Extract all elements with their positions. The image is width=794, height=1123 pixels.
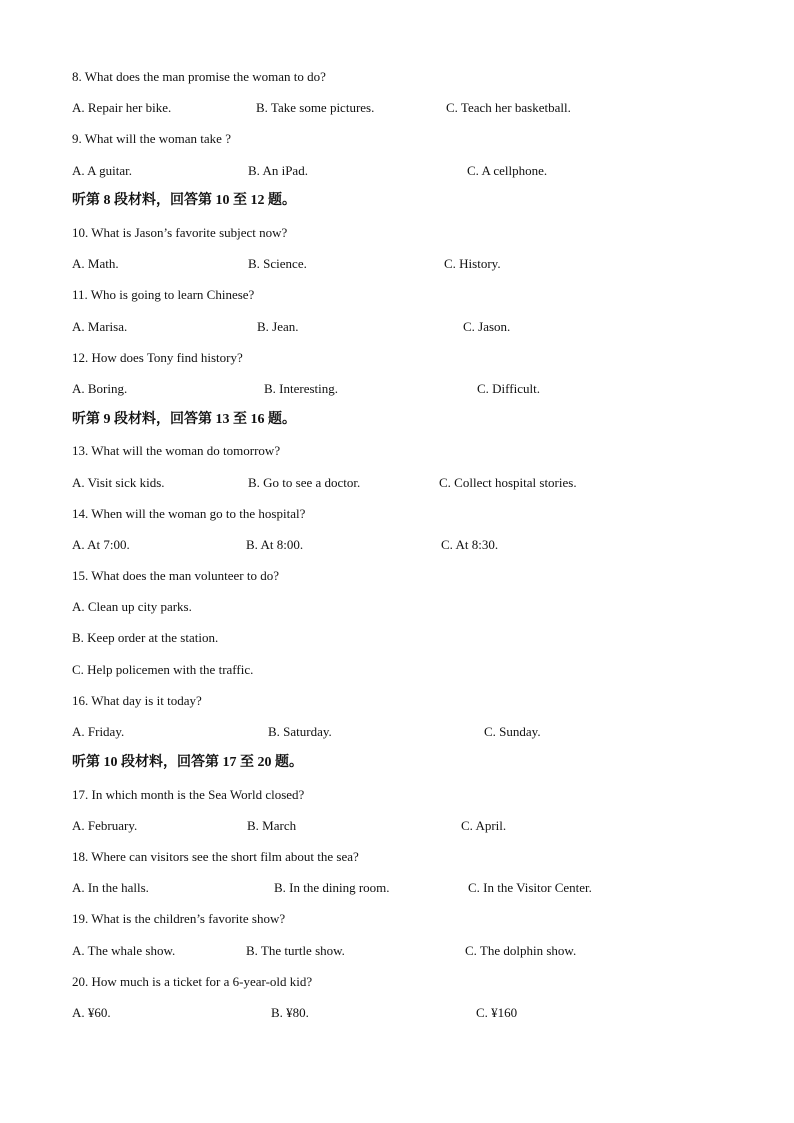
question-17: 17. In which month is the Sea World closed? bbox=[72, 787, 305, 802]
option-a: A. Boring. bbox=[72, 381, 128, 396]
option-a: A. Friday. bbox=[72, 724, 125, 739]
option-a: A. Repair her bike. bbox=[72, 100, 172, 115]
question-15: 15. What does the man volunteer to do? bbox=[72, 568, 279, 583]
option-c: C. History. bbox=[444, 256, 501, 271]
option-a: A. The whale show. bbox=[72, 943, 176, 958]
option-c: C. A cellphone. bbox=[467, 163, 548, 178]
option-b: B. An iPad. bbox=[248, 163, 308, 178]
question-11: 11. Who is going to learn Chinese? bbox=[72, 287, 255, 302]
option-b: B. Keep order at the station. bbox=[72, 630, 219, 645]
question-16: 16. What day is it today? bbox=[72, 693, 202, 708]
option-b: B. At 8:00. bbox=[246, 537, 304, 552]
option-a: A. A guitar. bbox=[72, 163, 132, 178]
question-13: 13. What will the woman do tomorrow? bbox=[72, 443, 281, 458]
option-a: A. February. bbox=[72, 818, 138, 833]
option-c: C. ¥160 bbox=[476, 1005, 518, 1020]
option-c: C. Help policemen with the traffic. bbox=[72, 662, 254, 677]
option-a: A. Marisa. bbox=[72, 319, 128, 334]
option-a: A. Visit sick kids. bbox=[72, 475, 165, 490]
option-c: C. Jason. bbox=[463, 319, 511, 334]
option-c: C. Sunday. bbox=[484, 724, 541, 739]
option-b: B. The turtle show. bbox=[246, 943, 345, 958]
option-c: C. The dolphin show. bbox=[465, 943, 577, 958]
option-c: C. Collect hospital stories. bbox=[439, 475, 577, 490]
question-20: 20. How much is a ticket for a 6-year-old kid? bbox=[72, 974, 313, 989]
question-18: 18. Where can visitors see the short film about the sea? bbox=[72, 849, 359, 864]
option-a: A. Math. bbox=[72, 256, 119, 271]
question-12: 12. How does Tony find history? bbox=[72, 350, 243, 365]
option-b: B. In the dining room. bbox=[274, 880, 390, 895]
question-14: 14. When will the woman go to the hospital? bbox=[72, 506, 306, 521]
option-c: C. Difficult. bbox=[477, 381, 540, 396]
option-c: C. At 8:30. bbox=[441, 537, 499, 552]
option-b: B. Go to see a doctor. bbox=[248, 475, 361, 490]
question-10: 10. What is Jason’s favorite subject now? bbox=[72, 225, 288, 240]
option-b: B. ¥80. bbox=[271, 1005, 309, 1020]
option-a: A. ¥60. bbox=[72, 1005, 111, 1020]
option-c: C. April. bbox=[461, 818, 507, 833]
option-b: B. Saturday. bbox=[268, 724, 332, 739]
option-b: B. Jean. bbox=[257, 319, 299, 334]
section-heading: 听第 9 段材料，回答第 13 至 16 题。 bbox=[72, 412, 296, 427]
option-c: C. In the Visitor Center. bbox=[468, 880, 592, 895]
option-b: B. Take some pictures. bbox=[256, 100, 375, 115]
option-b: B. Interesting. bbox=[264, 381, 339, 396]
option-a: A. Clean up city parks. bbox=[72, 599, 192, 614]
option-b: B. March bbox=[247, 818, 297, 833]
option-a: A. In the halls. bbox=[72, 880, 149, 895]
question-9: 9. What will the woman take ? bbox=[72, 131, 231, 146]
question-8: 8. What does the man promise the woman to do? bbox=[72, 69, 326, 84]
question-19: 19. What is the children’s favorite show? bbox=[72, 911, 286, 926]
option-c: C. Teach her basketball. bbox=[446, 100, 571, 115]
section-heading: 听第 10 段材料，回答第 17 至 20 题。 bbox=[72, 755, 303, 770]
option-a: A. At 7:00. bbox=[72, 537, 130, 552]
section-heading: 听第 8 段材料，回答第 10 至 12 题。 bbox=[72, 193, 296, 208]
option-b: B. Science. bbox=[248, 256, 307, 271]
